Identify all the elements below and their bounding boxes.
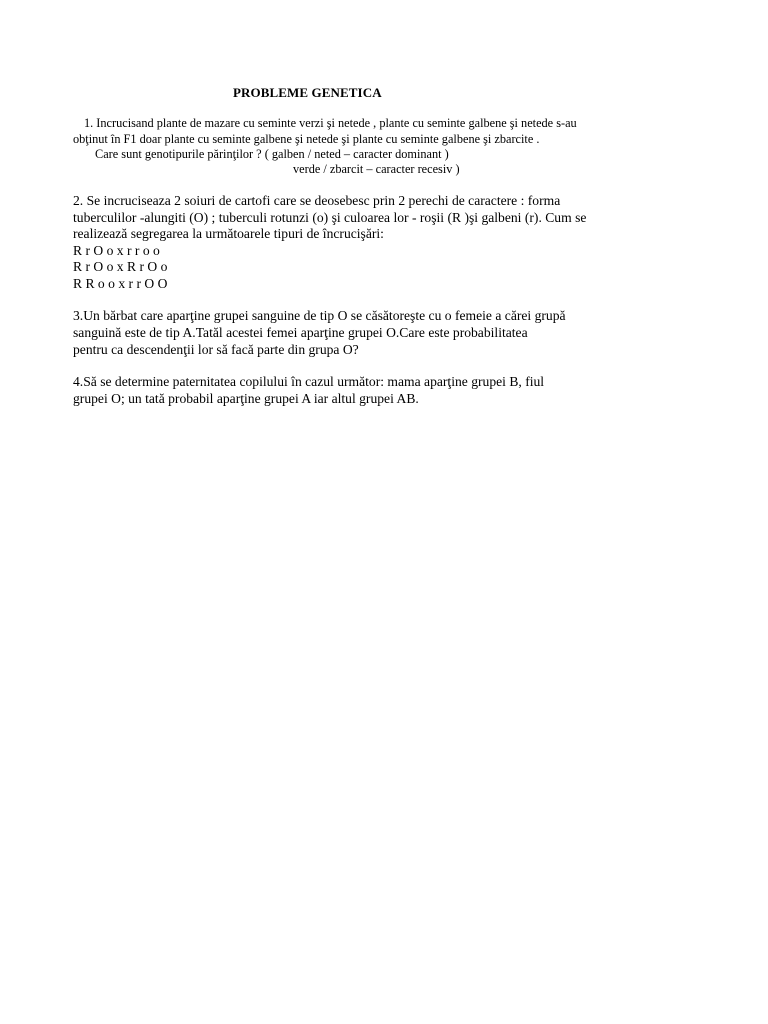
problem-1-line: obţinut în F1 doar plante cu seminte galbene şi netede şi plante cu seminte galbene şi zbarcite . bbox=[73, 132, 540, 146]
problem-3-line: 3.Un bărbat care aparţine grupei sanguine de tip O se căsătoreşte cu o femeie a cărei grupă bbox=[73, 308, 566, 323]
problem-2-line: 2. Se incruciseaza 2 soiuri de cartofi care se deosebesc prin 2 perechi de caractere : forma bbox=[73, 193, 561, 208]
problem-4-line: 4.Să se determine paternitatea copilului în cazul următor: mama aparţine grupei B, fiul bbox=[73, 374, 545, 389]
problem-4-line: grupei O; un tată probabil aparţine grupei A iar altul grupei AB. bbox=[73, 391, 419, 406]
problem-1-line: Care sunt genotipurile părinţilor ? ( galben / neted – caracter dominant ) bbox=[95, 147, 449, 161]
problem-3-line: pentru ca descendenţii lor să facă parte din grupa O? bbox=[73, 342, 359, 357]
page-title: PROBLEME GENETICA bbox=[233, 85, 382, 100]
cross-formula: R r O o x r r o o bbox=[73, 243, 160, 258]
problem-1-line: verde / zbarcit – caracter recesiv ) bbox=[293, 162, 460, 176]
cross-formula: R r O o x R r O o bbox=[73, 259, 168, 274]
problem-1-line: 1. Incrucisand plante de mazare cu seminte verzi şi netede , plante cu seminte galbene şi netede s-au bbox=[84, 116, 577, 130]
problem-2-line: tuberculilor -alungiti (O) ; tuberculi rotunzi (o) şi culoarea lor - roşii (R )şi galbeni (r). Cum se bbox=[73, 210, 587, 225]
problem-2-line: realizează segregarea la următoarele tipuri de încrucişări: bbox=[73, 226, 384, 241]
cross-formula: R R o o x r r O O bbox=[73, 276, 168, 291]
problem-3-line: sanguină este de tip A.Tatăl acestei femei aparţine grupei O.Care este probabilitatea bbox=[73, 325, 528, 340]
